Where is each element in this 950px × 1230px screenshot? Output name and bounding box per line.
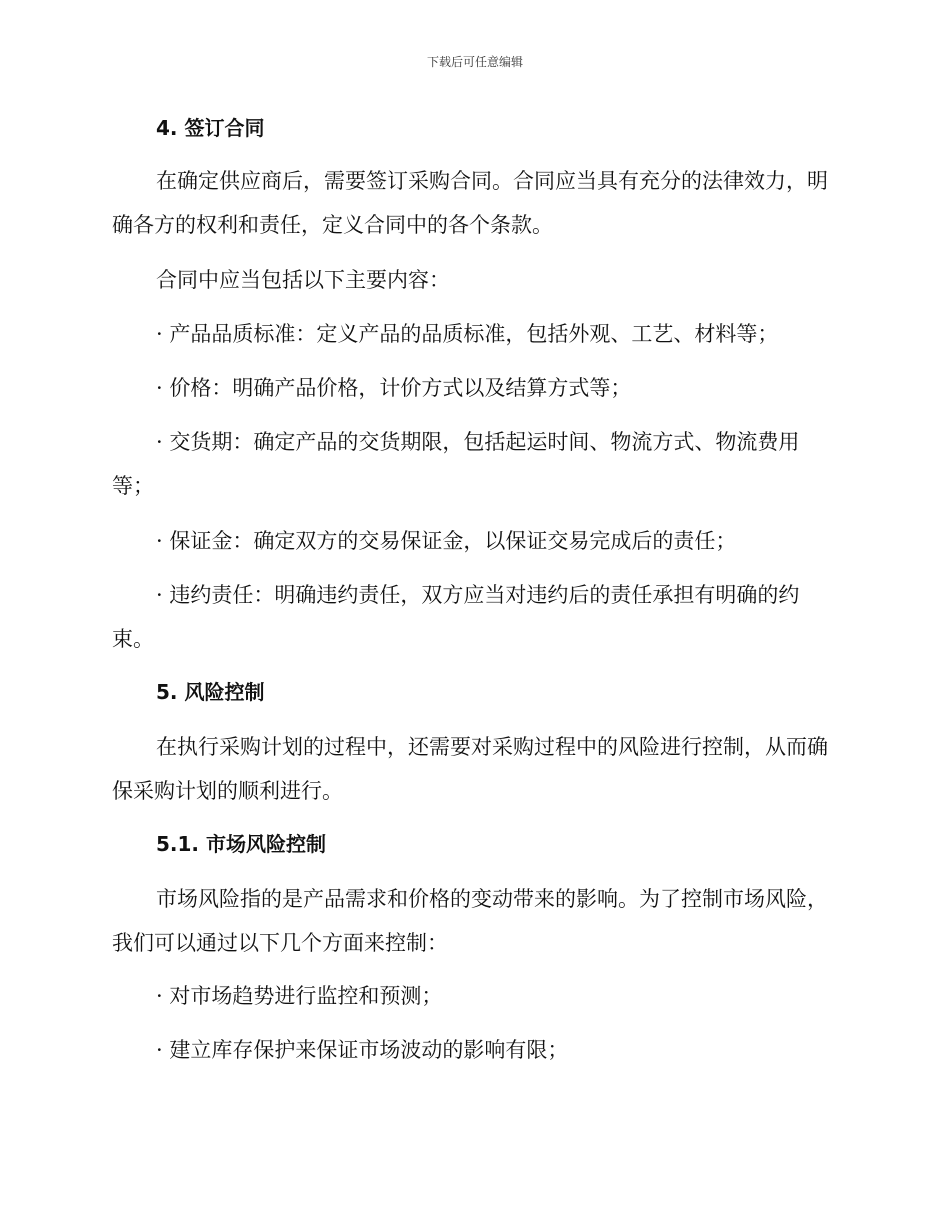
section-heading-4: 4. 签订合同 (156, 116, 265, 140)
bullet-item: · 价格：明确产品价格，计价方式以及结算方式等； (156, 376, 632, 400)
section-heading-5: 5. 风险控制 (156, 680, 265, 704)
bullet-item: · 产品品质标准：定义产品的品质标准，包括外观、工艺、材料等； (156, 322, 779, 346)
page-header: 下载后可任意编辑 (426, 55, 523, 69)
bullet-item: · 对市场趋势进行监控和预测； (156, 984, 443, 1008)
bullet-item: · 违约责任：明确违约责任，双方应当对违约后的责任承担有明确的约束。 (112, 583, 800, 651)
paragraph: 市场风险指的是产品需求和价格的变动带来的影响。为了控制市场风险，我们可以通过以下几个方面来控制： (112, 887, 828, 955)
bullet-item: · 交货期：确定产品的交货期限，包括起运时间、物流方式、物流费用等； (112, 430, 800, 498)
paragraph: 在确定供应商后，需要签订采购合同。合同应当具有充分的法律效力，明确各方的权利和责任，定义合同中的各个条款。 (112, 169, 828, 237)
paragraph: 在执行采购计划的过程中，还需要对采购过程中的风险进行控制，从而确保采购计划的顺利进行。 (112, 735, 828, 803)
section-heading-5-1: 5.1. 市场风险控制 (156, 832, 326, 856)
paragraph: 合同中应当包括以下主要内容： (156, 268, 450, 292)
bullet-item: · 保证金：确定双方的交易保证金，以保证交易完成后的责任； (156, 529, 737, 553)
bullet-item: · 建立库存保护来保证市场波动的影响有限； (156, 1038, 569, 1062)
